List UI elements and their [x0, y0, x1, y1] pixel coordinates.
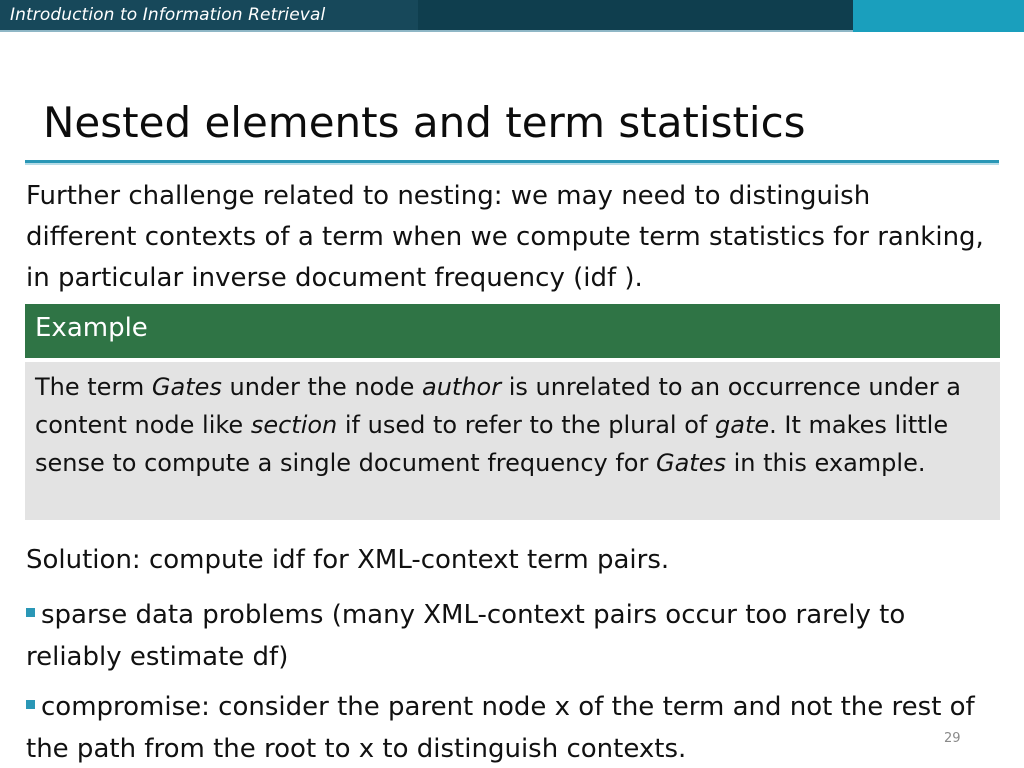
header-segment-darker: [418, 0, 853, 32]
header-segment-accent: [853, 0, 1024, 32]
title-rule-shadow: [25, 163, 999, 165]
header-underline: [0, 30, 853, 32]
example-block-body: [25, 362, 1000, 520]
page-number: 29: [944, 731, 961, 746]
slide-title: Nested elements and term statistics: [43, 98, 806, 147]
example-term-gate: gate: [715, 411, 770, 439]
example-term-gates: Gates: [151, 373, 222, 401]
course-title: Introduction to Information Retrieval: [10, 5, 326, 25]
example-text: if used to refer to the plural of: [337, 411, 715, 439]
example-text: The term: [35, 373, 152, 401]
example-term-gates: Gates: [655, 449, 726, 477]
example-block-header: Example: [25, 304, 1000, 358]
bullet-item: [26, 594, 1001, 678]
example-term-section: section: [250, 411, 338, 439]
example-text: under the node: [221, 373, 422, 401]
bullet-text: sparse data problems (many XML-context pairs occur too rarely to reliably estimate df): [26, 600, 906, 672]
bullet-item: [26, 686, 1001, 768]
solution-line: Solution: compute idf for XML-context term pairs.: [26, 545, 670, 575]
example-term-author: author: [421, 373, 502, 401]
header-bar: [0, 0, 1024, 32]
example-text: in this example.: [725, 449, 926, 477]
bullet-square-icon: [26, 700, 35, 709]
bullet-text: compromise: consider the parent node x of the term and not the rest of the path from the root to x to distinguish contexts.: [26, 692, 975, 764]
bullet-square-icon: [26, 608, 35, 617]
intro-paragraph: Further challenge related to nesting: we may need to distinguish different contexts of a term when we compute term statistics for ranking, in particular inverse document frequency (idf ).: [26, 181, 984, 293]
example-text: is unrelated to an occurrence under a content node like: [35, 373, 961, 439]
example-text: . It makes little sense to compute a single document frequency for: [35, 411, 949, 477]
